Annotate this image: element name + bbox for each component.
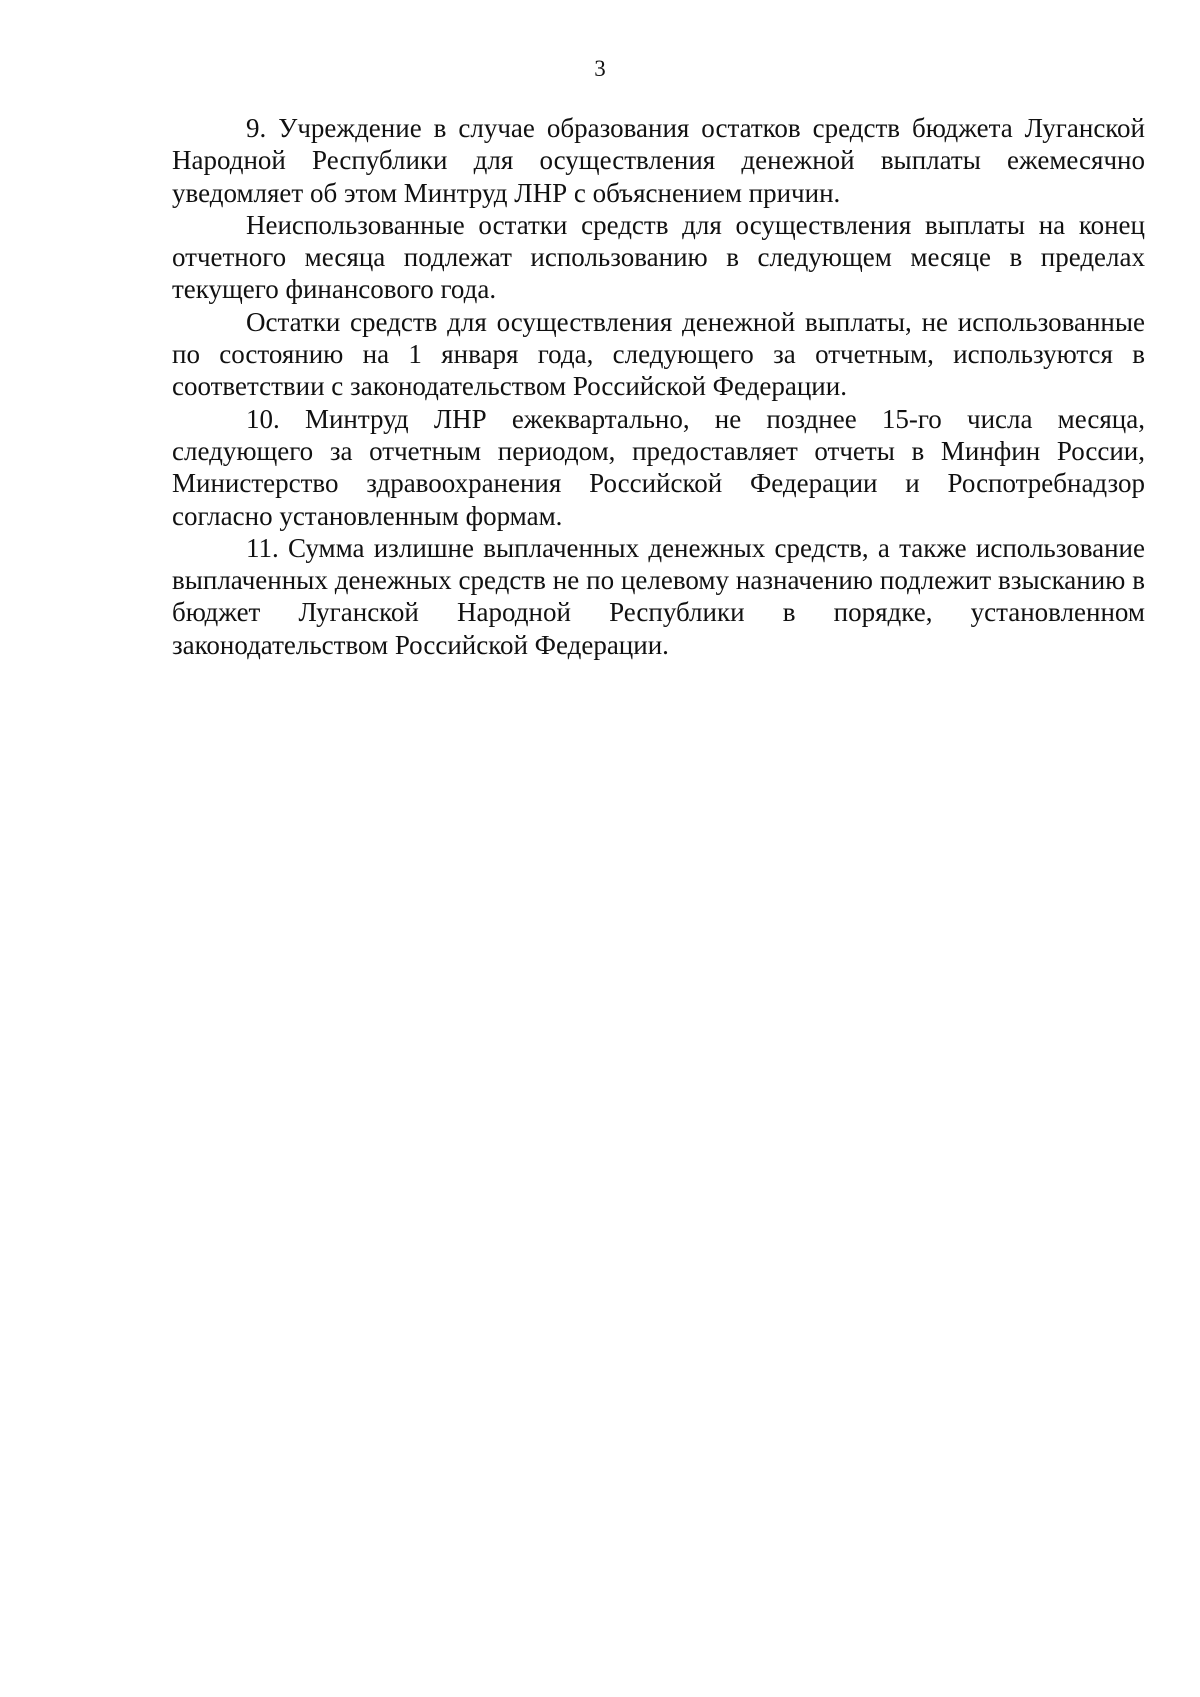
- paragraph-10: 10. Минтруд ЛНР ежеквартально, не позднее 15-го числа месяца, следующего за отчетным периодом, предоставляет отчеты в Минфин России, Министерство здравоохранения Российской Федерации и Роспотребнадзор согласно установленным формам.: [172, 403, 1145, 531]
- paragraph-9-remaining-balances: Остатки средств для осуществления денежной выплаты, не использованные по состоянию на 1 января года, следующего за отчетным, используются в соответствии с законодательством Российской Федерации.: [172, 306, 1145, 402]
- paragraph-9-unused-balances: Неиспользованные остатки средств для осуществления выплаты на конец отчетного месяца подлежат использованию в следующем месяце в пределах текущего финансового года.: [172, 209, 1145, 305]
- page-number: 3: [594, 56, 606, 81]
- document-body: [172, 112, 1145, 661]
- paragraph-9: 9. Учреждение в случае образования остатков средств бюджета Луганской Народной Республики для осуществления денежной выплаты ежемесячно уведомляет об этом Минтруд ЛНР с объяснением причин.: [172, 113, 1145, 208]
- paragraph-11: 11. Сумма излишне выплаченных денежных средств, а также использование выплаченных денежных средств не по целевому назначению подлежит взысканию в бюджет Луганской Народной Республики в порядке, установленном законодательством Российской Федерации.: [172, 532, 1145, 660]
